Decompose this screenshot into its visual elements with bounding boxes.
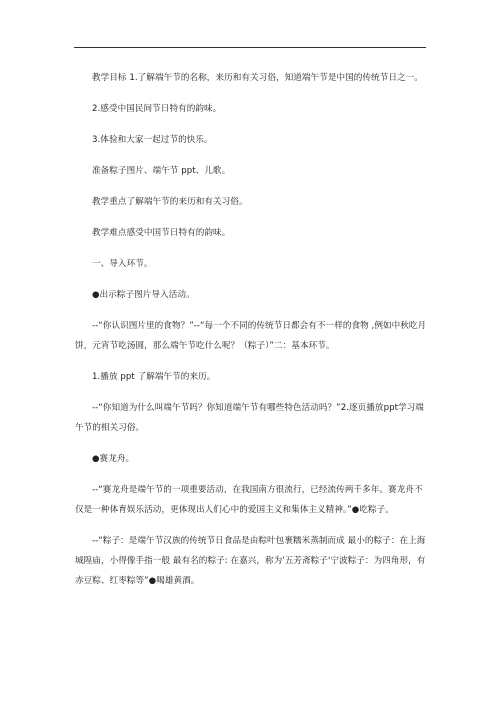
paragraph-preparation: 准备粽子图片、端午节 ppt、儿歌。 [92, 166, 231, 176]
paragraph-goal-3: 3.体验和大家一起过节的快乐。 [92, 135, 213, 145]
paragraph-teaching-goal: 教学目标 1.了解端午节的名称，来历和有关习俗，知道端午节是中国的传统节日之一。 [92, 73, 423, 83]
paragraph-dragon-boat: ●赛龙舟。 [92, 454, 135, 464]
paragraph-difficulty: 教学难点感受中国节日特有的韵味。 [92, 228, 231, 238]
document-body [75, 68, 427, 602]
paragraph-section-intro: 一、导入环节。 [92, 259, 153, 269]
paragraph-dragon-boat-detail: --“赛龙舟是端午节的一项重要活动，在我国南方很流行，已经流传两千多年。赛龙舟不仅是一种体育娱乐活动，更体现出人们心中的爱国主义和集体主义精神。”●吃粽子。 [75, 485, 423, 515]
paragraph-dialogue-food: --“你认识图片里的食物？”--“每一个不同的传统节日都会有不一样的食物 ,例如中秋吃月饼，元宵节吃汤圆，那么端午节吃什么呢？（粽子）”二：基本环节。 [75, 321, 427, 351]
paragraph-key-point: 教学重点了解端午节的来历和有关习俗。 [92, 197, 248, 207]
paragraph-zongzi-picture: ●出示粽子图片导入活动。 [92, 290, 195, 300]
paragraph-dialogue-origin: --“你知道为什么叫端午节吗？你知道端午节有哪些特色活动吗？”2.逐页播放ppt学习端午节的相关习俗。 [75, 403, 424, 433]
paragraph-ppt-origin: 1.播放 ppt 了解端午节的来历。 [92, 372, 216, 382]
paragraph-zongzi-detail: --“粽子：是端午节汉族的传统节日食品是由粽叶包裹糯米蒸制而成 最小的粽子：在上海城隍庙，小得像手指一般 最有名的粽子: 在嘉兴，称为'五芳斋粽子'宁波粽子：为四角形，有赤豆粽、红枣粽等”●喝雄黄酒。 [75, 536, 426, 586]
header-rule [74, 47, 426, 48]
paragraph-goal-2: 2.感受中国民间节日特有的韵味。 [92, 104, 222, 114]
